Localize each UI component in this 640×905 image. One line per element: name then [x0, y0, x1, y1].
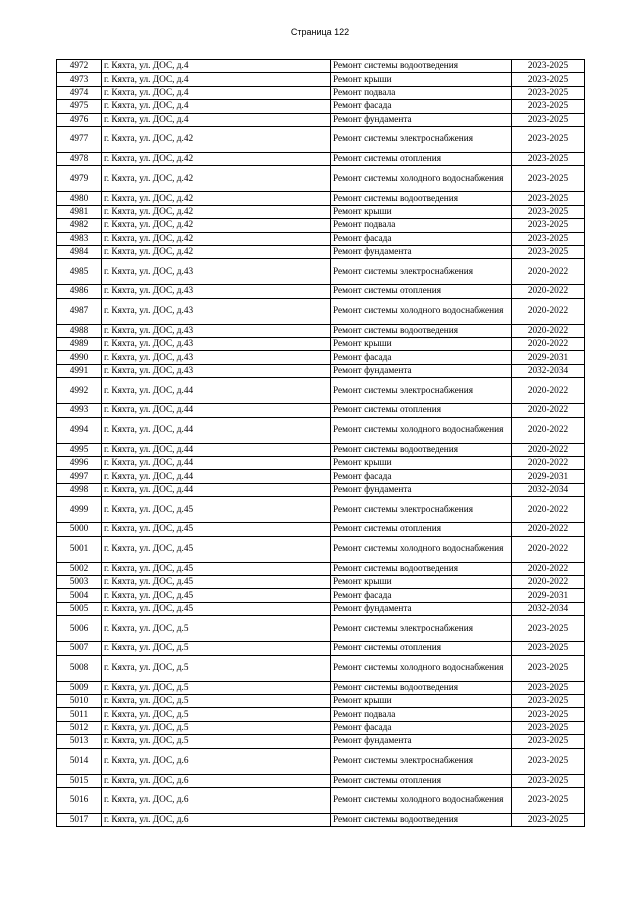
period-cell: 2023-2025 — [512, 655, 585, 681]
row-number-cell: 4993 — [57, 404, 102, 417]
work-type-cell: Ремонт фундамента — [331, 245, 512, 258]
row-number-cell: 4974 — [57, 86, 102, 99]
address-cell: г. Кяхта, ул. ДОС, д.44 — [102, 417, 331, 443]
row-number-cell: 4988 — [57, 324, 102, 337]
table-row — [57, 113, 585, 126]
row-number-cell: 5013 — [57, 735, 102, 748]
table-row — [57, 298, 585, 324]
work-type-cell: Ремонт фасада — [331, 589, 512, 602]
table-row — [57, 708, 585, 721]
row-number-cell: 4980 — [57, 192, 102, 205]
row-number-cell: 5011 — [57, 708, 102, 721]
table-row — [57, 443, 585, 456]
period-cell: 2020-2022 — [512, 536, 585, 562]
row-number-cell: 5001 — [57, 536, 102, 562]
work-type-cell: Ремонт системы электроснабжения — [331, 497, 512, 523]
period-cell: 2023-2025 — [512, 642, 585, 655]
row-number-cell: 5009 — [57, 681, 102, 694]
work-type-cell: Ремонт крыши — [331, 205, 512, 218]
address-cell: г. Кяхта, ул. ДОС, д.43 — [102, 324, 331, 337]
row-number-cell: 4975 — [57, 100, 102, 113]
table-row — [57, 378, 585, 404]
table-row — [57, 470, 585, 483]
work-type-cell: Ремонт системы водоотведения — [331, 562, 512, 575]
period-cell: 2032-2034 — [512, 483, 585, 496]
table-row — [57, 748, 585, 774]
row-number-cell: 4997 — [57, 470, 102, 483]
row-number-cell: 4994 — [57, 417, 102, 443]
work-type-cell: Ремонт фундамента — [331, 364, 512, 377]
address-cell: г. Кяхта, ул. ДОС, д.45 — [102, 562, 331, 575]
table-row — [57, 655, 585, 681]
table-row — [57, 245, 585, 258]
work-type-cell: Ремонт крыши — [331, 694, 512, 707]
address-cell: г. Кяхта, ул. ДОС, д.4 — [102, 60, 331, 73]
row-number-cell: 5010 — [57, 694, 102, 707]
address-cell: г. Кяхта, ул. ДОС, д.4 — [102, 113, 331, 126]
period-cell: 2023-2025 — [512, 721, 585, 734]
table-row — [57, 192, 585, 205]
table-row — [57, 735, 585, 748]
work-type-cell: Ремонт подвала — [331, 86, 512, 99]
page-title: Страница 122 — [290, 27, 350, 37]
period-cell: 2023-2025 — [512, 100, 585, 113]
work-type-cell: Ремонт системы холодного водоснабжения — [331, 417, 512, 443]
table-row — [57, 404, 585, 417]
row-number-cell: 4985 — [57, 259, 102, 285]
table-row — [57, 126, 585, 152]
row-number-cell: 5016 — [57, 787, 102, 813]
address-cell: г. Кяхта, ул. ДОС, д.5 — [102, 708, 331, 721]
repair-schedule-table — [56, 59, 585, 827]
address-cell: г. Кяхта, ул. ДОС, д.4 — [102, 86, 331, 99]
period-cell: 2020-2022 — [512, 324, 585, 337]
work-type-cell: Ремонт фундамента — [331, 483, 512, 496]
address-cell: г. Кяхта, ул. ДОС, д.4 — [102, 73, 331, 86]
table-row — [57, 166, 585, 192]
address-cell: г. Кяхта, ул. ДОС, д.42 — [102, 166, 331, 192]
address-cell: г. Кяхта, ул. ДОС, д.42 — [102, 126, 331, 152]
period-cell: 2020-2022 — [512, 562, 585, 575]
work-type-cell: Ремонт подвала — [331, 219, 512, 232]
table-row — [57, 285, 585, 298]
period-cell: 2023-2025 — [512, 60, 585, 73]
period-cell: 2023-2025 — [512, 73, 585, 86]
row-number-cell: 4977 — [57, 126, 102, 152]
period-cell: 2020-2022 — [512, 298, 585, 324]
address-cell: г. Кяхта, ул. ДОС, д.5 — [102, 616, 331, 642]
table-row — [57, 152, 585, 165]
address-cell: г. Кяхта, ул. ДОС, д.43 — [102, 298, 331, 324]
address-cell: г. Кяхта, ул. ДОС, д.43 — [102, 285, 331, 298]
row-number-cell: 5003 — [57, 575, 102, 588]
work-type-cell: Ремонт фасада — [331, 721, 512, 734]
row-number-cell: 4989 — [57, 338, 102, 351]
work-type-cell: Ремонт системы отопления — [331, 404, 512, 417]
period-cell: 2020-2022 — [512, 575, 585, 588]
work-type-cell: Ремонт крыши — [331, 73, 512, 86]
period-cell: 2023-2025 — [512, 694, 585, 707]
table-row — [57, 483, 585, 496]
period-cell: 2023-2025 — [512, 708, 585, 721]
table-row — [57, 681, 585, 694]
table-row — [57, 324, 585, 337]
work-type-cell: Ремонт системы отопления — [331, 774, 512, 787]
period-cell: 2029-2031 — [512, 351, 585, 364]
table-row — [57, 536, 585, 562]
period-cell: 2023-2025 — [512, 774, 585, 787]
work-type-cell: Ремонт системы холодного водоснабжения — [331, 655, 512, 681]
period-cell: 2023-2025 — [512, 735, 585, 748]
period-cell: 2020-2022 — [512, 378, 585, 404]
table-row — [57, 232, 585, 245]
work-type-cell: Ремонт фундамента — [331, 602, 512, 615]
period-cell: 2023-2025 — [512, 616, 585, 642]
work-type-cell: Ремонт фундамента — [331, 735, 512, 748]
row-number-cell: 4995 — [57, 443, 102, 456]
row-number-cell: 5002 — [57, 562, 102, 575]
period-cell: 2020-2022 — [512, 457, 585, 470]
table-row — [57, 721, 585, 734]
period-cell: 2023-2025 — [512, 219, 585, 232]
address-cell: г. Кяхта, ул. ДОС, д.44 — [102, 443, 331, 456]
period-cell: 2023-2025 — [512, 245, 585, 258]
address-cell: г. Кяхта, ул. ДОС, д.42 — [102, 205, 331, 218]
row-number-cell: 4998 — [57, 483, 102, 496]
table-row — [57, 364, 585, 377]
period-cell: 2020-2022 — [512, 523, 585, 536]
table-row — [57, 523, 585, 536]
work-type-cell: Ремонт подвала — [331, 708, 512, 721]
period-cell: 2023-2025 — [512, 205, 585, 218]
work-type-cell: Ремонт системы водоотведения — [331, 324, 512, 337]
row-number-cell: 5017 — [57, 813, 102, 826]
address-cell: г. Кяхта, ул. ДОС, д.45 — [102, 575, 331, 588]
address-cell: г. Кяхта, ул. ДОС, д.43 — [102, 259, 331, 285]
table-row — [57, 589, 585, 602]
table-row — [57, 694, 585, 707]
table-row — [57, 205, 585, 218]
period-cell: 2023-2025 — [512, 232, 585, 245]
table-row — [57, 351, 585, 364]
row-number-cell: 5008 — [57, 655, 102, 681]
row-number-cell: 5014 — [57, 748, 102, 774]
period-cell: 2023-2025 — [512, 813, 585, 826]
address-cell: г. Кяхта, ул. ДОС, д.5 — [102, 694, 331, 707]
table-row — [57, 457, 585, 470]
table-row — [57, 100, 585, 113]
address-cell: г. Кяхта, ул. ДОС, д.6 — [102, 774, 331, 787]
address-cell: г. Кяхта, ул. ДОС, д.6 — [102, 787, 331, 813]
period-cell: 2020-2022 — [512, 285, 585, 298]
table-row — [57, 562, 585, 575]
work-type-cell: Ремонт фундамента — [331, 113, 512, 126]
row-number-cell: 5005 — [57, 602, 102, 615]
row-number-cell: 4981 — [57, 205, 102, 218]
address-cell: г. Кяхта, ул. ДОС, д.43 — [102, 338, 331, 351]
period-cell: 2020-2022 — [512, 404, 585, 417]
period-cell: 2023-2025 — [512, 113, 585, 126]
address-cell: г. Кяхта, ул. ДОС, д.43 — [102, 351, 331, 364]
row-number-cell: 4987 — [57, 298, 102, 324]
work-type-cell: Ремонт системы отопления — [331, 523, 512, 536]
address-cell: г. Кяхта, ул. ДОС, д.45 — [102, 536, 331, 562]
table-row — [57, 338, 585, 351]
address-cell: г. Кяхта, ул. ДОС, д.6 — [102, 748, 331, 774]
row-number-cell: 4979 — [57, 166, 102, 192]
work-type-cell: Ремонт системы электроснабжения — [331, 378, 512, 404]
row-number-cell: 5004 — [57, 589, 102, 602]
work-type-cell: Ремонт системы холодного водоснабжения — [331, 536, 512, 562]
address-cell: г. Кяхта, ул. ДОС, д.5 — [102, 681, 331, 694]
period-cell: 2032-2034 — [512, 602, 585, 615]
row-number-cell: 4973 — [57, 73, 102, 86]
period-cell: 2020-2022 — [512, 443, 585, 456]
address-cell: г. Кяхта, ул. ДОС, д.42 — [102, 192, 331, 205]
work-type-cell: Ремонт системы электроснабжения — [331, 748, 512, 774]
row-number-cell: 4991 — [57, 364, 102, 377]
work-type-cell: Ремонт фасада — [331, 100, 512, 113]
row-number-cell: 4996 — [57, 457, 102, 470]
address-cell: г. Кяхта, ул. ДОС, д.6 — [102, 813, 331, 826]
row-number-cell: 4982 — [57, 219, 102, 232]
period-cell: 2023-2025 — [512, 126, 585, 152]
work-type-cell: Ремонт крыши — [331, 338, 512, 351]
work-type-cell: Ремонт системы электроснабжения — [331, 259, 512, 285]
table-row — [57, 86, 585, 99]
table-row — [57, 497, 585, 523]
address-cell: г. Кяхта, ул. ДОС, д.5 — [102, 655, 331, 681]
address-cell: г. Кяхта, ул. ДОС, д.42 — [102, 232, 331, 245]
work-type-cell: Ремонт фасада — [331, 351, 512, 364]
row-number-cell: 4992 — [57, 378, 102, 404]
table-row — [57, 575, 585, 588]
period-cell: 2023-2025 — [512, 166, 585, 192]
period-cell: 2020-2022 — [512, 338, 585, 351]
work-type-cell: Ремонт крыши — [331, 457, 512, 470]
row-number-cell: 5006 — [57, 616, 102, 642]
table-body — [57, 60, 585, 827]
address-cell: г. Кяхта, ул. ДОС, д.42 — [102, 219, 331, 232]
row-number-cell: 5000 — [57, 523, 102, 536]
table-row — [57, 219, 585, 232]
period-cell: 2032-2034 — [512, 364, 585, 377]
address-cell: г. Кяхта, ул. ДОС, д.44 — [102, 457, 331, 470]
table-row — [57, 616, 585, 642]
row-number-cell: 5015 — [57, 774, 102, 787]
address-cell: г. Кяхта, ул. ДОС, д.43 — [102, 364, 331, 377]
work-type-cell: Ремонт системы холодного водоснабжения — [331, 166, 512, 192]
period-cell: 2029-2031 — [512, 470, 585, 483]
table-row — [57, 642, 585, 655]
table-row — [57, 602, 585, 615]
row-number-cell: 4990 — [57, 351, 102, 364]
table-row — [57, 774, 585, 787]
work-type-cell: Ремонт системы отопления — [331, 285, 512, 298]
work-type-cell: Ремонт крыши — [331, 575, 512, 588]
period-cell: 2023-2025 — [512, 86, 585, 99]
address-cell: г. Кяхта, ул. ДОС, д.42 — [102, 245, 331, 258]
period-cell: 2023-2025 — [512, 192, 585, 205]
period-cell: 2020-2022 — [512, 417, 585, 443]
address-cell: г. Кяхта, ул. ДОС, д.45 — [102, 602, 331, 615]
address-cell: г. Кяхта, ул. ДОС, д.44 — [102, 483, 331, 496]
work-type-cell: Ремонт системы холодного водоснабжения — [331, 298, 512, 324]
address-cell: г. Кяхта, ул. ДОС, д.45 — [102, 589, 331, 602]
table-row — [57, 60, 585, 73]
row-number-cell: 4972 — [57, 60, 102, 73]
table-row — [57, 787, 585, 813]
work-type-cell: Ремонт системы холодного водоснабжения — [331, 787, 512, 813]
work-type-cell: Ремонт фасада — [331, 232, 512, 245]
table-row — [57, 73, 585, 86]
row-number-cell: 4976 — [57, 113, 102, 126]
table-row — [57, 417, 585, 443]
address-cell: г. Кяхта, ул. ДОС, д.45 — [102, 497, 331, 523]
row-number-cell: 4984 — [57, 245, 102, 258]
row-number-cell: 4978 — [57, 152, 102, 165]
work-type-cell: Ремонт системы водоотведения — [331, 192, 512, 205]
row-number-cell: 5007 — [57, 642, 102, 655]
work-type-cell: Ремонт системы водоотведения — [331, 813, 512, 826]
period-cell: 2020-2022 — [512, 259, 585, 285]
address-cell: г. Кяхта, ул. ДОС, д.42 — [102, 152, 331, 165]
period-cell: 2023-2025 — [512, 748, 585, 774]
row-number-cell: 4999 — [57, 497, 102, 523]
row-number-cell: 4986 — [57, 285, 102, 298]
table-row — [57, 259, 585, 285]
address-cell: г. Кяхта, ул. ДОС, д.4 — [102, 100, 331, 113]
row-number-cell: 5012 — [57, 721, 102, 734]
period-cell: 2023-2025 — [512, 681, 585, 694]
address-cell: г. Кяхта, ул. ДОС, д.5 — [102, 642, 331, 655]
work-type-cell: Ремонт системы отопления — [331, 152, 512, 165]
work-type-cell: Ремонт системы отопления — [331, 642, 512, 655]
period-cell: 2029-2031 — [512, 589, 585, 602]
address-cell: г. Кяхта, ул. ДОС, д.44 — [102, 470, 331, 483]
address-cell: г. Кяхта, ул. ДОС, д.5 — [102, 721, 331, 734]
address-cell: г. Кяхта, ул. ДОС, д.44 — [102, 404, 331, 417]
work-type-cell: Ремонт фасада — [331, 470, 512, 483]
period-cell: 2020-2022 — [512, 497, 585, 523]
work-type-cell: Ремонт системы водоотведения — [331, 60, 512, 73]
period-cell: 2023-2025 — [512, 787, 585, 813]
address-cell: г. Кяхта, ул. ДОС, д.5 — [102, 735, 331, 748]
work-type-cell: Ремонт системы водоотведения — [331, 443, 512, 456]
work-type-cell: Ремонт системы водоотведения — [331, 681, 512, 694]
address-cell: г. Кяхта, ул. ДОС, д.44 — [102, 378, 331, 404]
work-type-cell: Ремонт системы электроснабжения — [331, 616, 512, 642]
row-number-cell: 4983 — [57, 232, 102, 245]
address-cell: г. Кяхта, ул. ДОС, д.45 — [102, 523, 331, 536]
table-row — [57, 813, 585, 826]
work-type-cell: Ремонт системы электроснабжения — [331, 126, 512, 152]
period-cell: 2023-2025 — [512, 152, 585, 165]
